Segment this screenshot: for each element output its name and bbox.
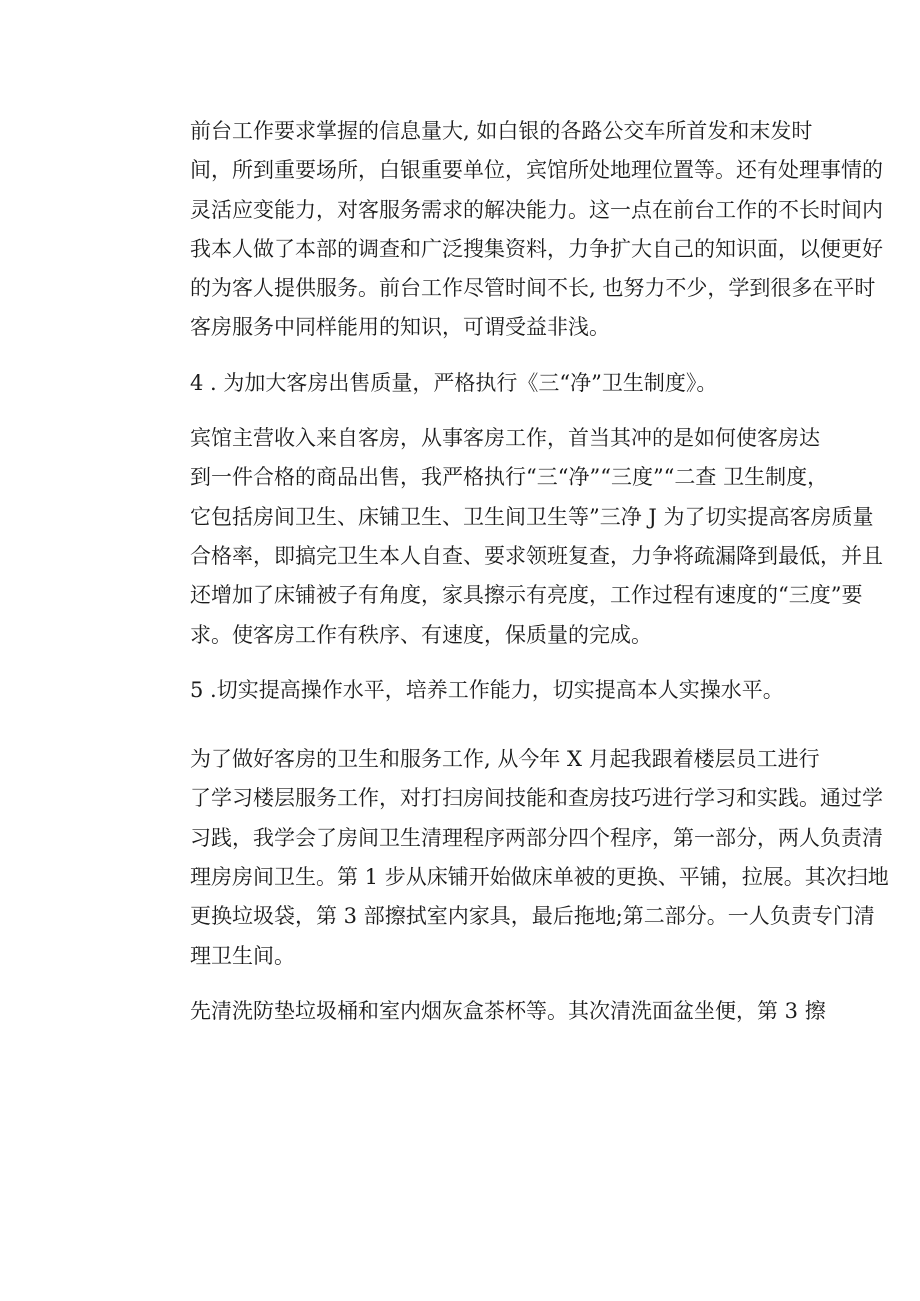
text-line: 客房服务中同样能用的知识，可谓受益非浅。 bbox=[190, 315, 610, 340]
text-line: 前台工作要求掌握的信息量大, 如白银的各路公交车所首发和末发时 bbox=[190, 119, 813, 143]
text-line: 求。使客房工作有秩序、有速度，保质量的完成。 bbox=[190, 622, 652, 647]
text-line: 4 . 为加大客房出售质量，严格执行《三“净”卫生制度》。 bbox=[190, 370, 718, 395]
text-line: 的为客人提供服务。前台工作尽管时间不长, 也努力不少，学到很多在平时 bbox=[190, 276, 876, 301]
text-line: 为了做好客房的卫生和服务工作, 从今年 X 月起我跟着楼层员工进行 bbox=[190, 747, 820, 772]
text-line: 习践，我学会了房间卫生清理程序两部分四个程序，第一部分，两人负责清 bbox=[190, 825, 883, 850]
paragraph bbox=[126, 419, 883, 655]
paragraph bbox=[126, 992, 826, 1031]
text-line: 先清洗防垫垃圾桶和室内烟灰盒茶杯等。其次清洗面盆坐便，第 3 擦 bbox=[190, 998, 826, 1023]
text-line: 了学习楼层服务工作，对打扫房间技能和查房技巧进行学习和实践。通过学 bbox=[190, 786, 883, 811]
text-line: 更换垃圾袋，第 3 部擦拭室内家具，最后拖地;第二部分。一人负责专门清 bbox=[190, 904, 875, 929]
text-line: 还增加了床铺被子有角度，家具擦示有亮度，工作过程有速度的“三度”要 bbox=[190, 583, 863, 608]
text-line: 理卫生间。 bbox=[190, 943, 295, 968]
text-line: 灵活应变能力，对客服务需求的解决能力。这一点在前台工作的不长时间内 bbox=[190, 197, 883, 222]
paragraph bbox=[126, 364, 792, 403]
paragraph bbox=[126, 740, 889, 976]
text-line: 宾馆主营收入来自客房，从事客房工作，首当其冲的是如何使客房达 bbox=[190, 426, 820, 451]
paragraph bbox=[126, 112, 883, 348]
text-line: 它包括房间卫生、床铺卫生、卫生间卫生等”三净 J 为了切实提高客房质量 bbox=[190, 504, 874, 529]
text-line: 理房房间卫生。第 1 步从床铺开始做床单被的更换、平铺，拉展。其次扫地 bbox=[190, 865, 889, 890]
text-line: 我本人做了本部的调查和广泛搜集资料，力争扩大自己的知识面，以便更好 bbox=[190, 236, 883, 261]
text-line: 间，所到重要场所，白银重要单位，宾馆所处地理位置等。还有处理事情的 bbox=[190, 158, 883, 183]
text-line: 合格率，即搞完卫生本人自查、要求领班复查，力争将疏漏降到最低，并且 bbox=[190, 543, 883, 568]
text-line: 5 .切实提高操作水平，培养工作能力，切实提高本人实操水平。 bbox=[190, 677, 784, 702]
text-line: 到一件合格的商品出售，我严格执行“三“净”“三度”“二查 卫生制度， bbox=[190, 465, 829, 490]
paragraph bbox=[126, 671, 792, 710]
document-body bbox=[126, 112, 889, 1031]
